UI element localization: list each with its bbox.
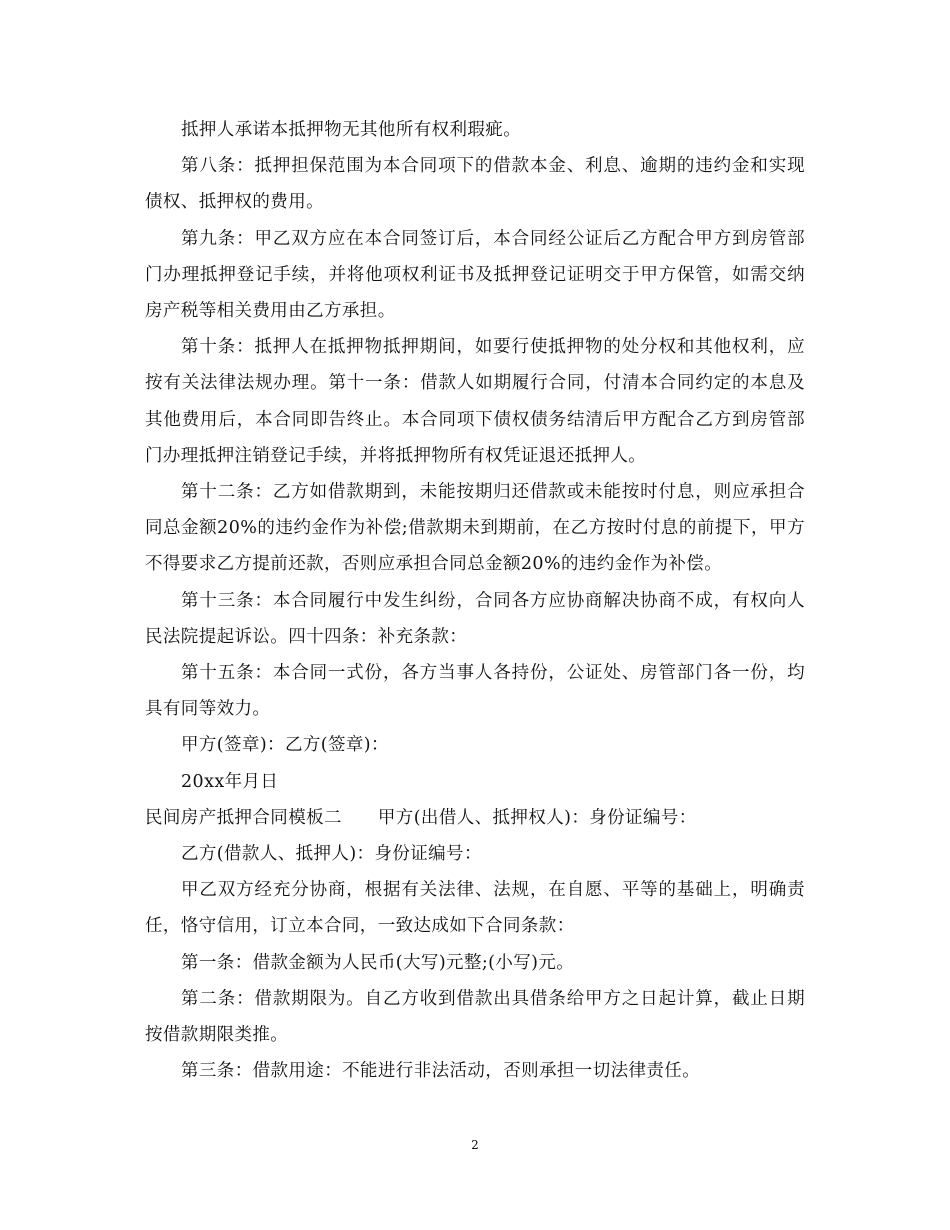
document-body (145, 112, 805, 1089)
template-heading: 民间房产抵押合同模板二 (145, 807, 342, 828)
paragraph-article-13-14: 第十三条：本合同履行中发生纠纷，合同各方应协商解决协商不成，有权向人民法院提起诉讼。四十四条：补充条款： (145, 590, 805, 647)
paragraph-article-9: 第九条：甲乙双方应在本合同签订后，本合同经公证后乙方配合甲方到房管部门办理抵押登记手续，并将他项权利证书及抵押登记证明交于甲方保管，如需交纳房产税等相关费用由乙方承担。 (145, 228, 805, 322)
paragraph-article-3: 第三条：借款用途：不能进行非法活动，否则承担一切法律责任。 (181, 1061, 701, 1082)
template-heading-line (145, 800, 805, 836)
paragraph-party-b: 乙方(借款人、抵押人)：身份证编号： (181, 844, 482, 865)
paragraph-signatures: 甲方(签章)：乙方(签章)： (181, 735, 389, 756)
paragraph-article-15: 第十五条：本合同一式份，各方当事人各持份，公证处、房管部门各一份，均具有同等效力。 (145, 663, 805, 720)
template-party-a: 甲方(出借人、抵押权人)：身份证编号： (377, 807, 697, 828)
paragraph-article-10-11: 第十条：抵押人在抵押物抵押期间，如要行使抵押物的处分权和其他权利，应按有关法律法规办理。第十一条：借款人如期履行合同，付清本合同约定的本息及其他费用后，本合同即告终止。本合同项下债权债务结清后甲方配合乙方到房管部门办理抵押注销登记手续，并将抵押物所有权凭证退还抵押人。 (145, 337, 805, 466)
paragraph-article-2: 第二条：借款期限为。自乙方收到借款出具借条给甲方之日起计算，截止日期按借款期限类推。 (145, 988, 805, 1046)
paragraph-article-8: 第八条：抵押担保范围为本合同项下的借款本金、利息、逾期的违约金和实现债权、抵押权的费用。 (145, 156, 805, 213)
page-number: 2 (471, 1138, 479, 1152)
paragraph-warranty: 抵押人承诺本抵押物无其他所有权利瑕疵。 (181, 120, 522, 140)
paragraph-article-1: 第一条：借款金额为人民币(大写)元整;(小写)元。 (181, 952, 575, 973)
paragraph-date: 20xx年月日 (181, 771, 279, 792)
paragraph-preamble: 甲乙双方经充分协商，根据有关法律、法规，在自愿、平等的基础上，明确责任，恪守信用，订立本合同，一致达成如下合同条款： (145, 880, 805, 937)
paragraph-article-12: 第十二条：乙方如借款期到，未能按期归还借款或未能按时付息，则应承担合同总金额20%的违约金作为补偿;借款期未到期前，在乙方按时付息的前提下，甲方不得要求乙方提前还款，否则应承担合同总金额20%的违约金作为补偿。 (145, 482, 805, 575)
